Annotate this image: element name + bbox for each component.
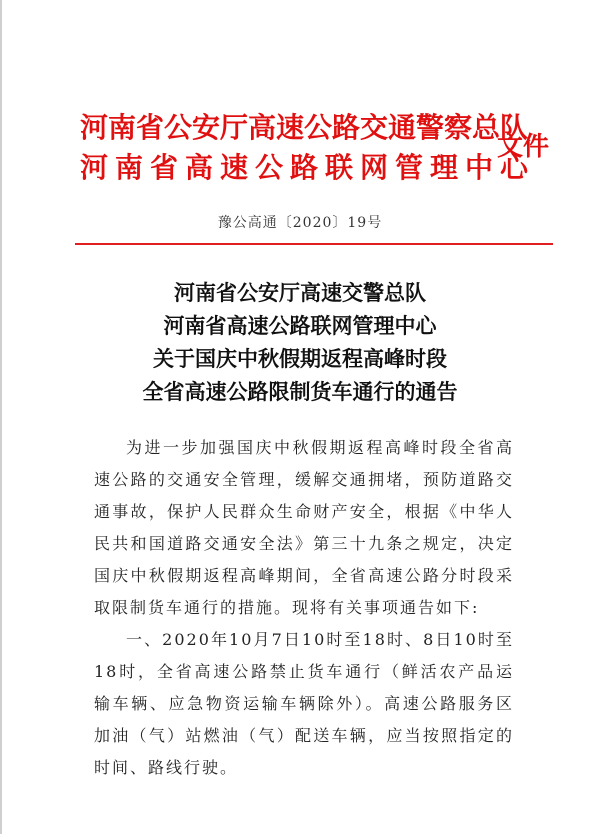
title-line: 全省高速公路限制货车通行的通告	[142, 379, 458, 404]
letterhead-suffix: 文件	[497, 132, 550, 162]
notice-body	[94, 432, 514, 784]
letterhead-org-1: 河南省公安厅高速公路交通警察总队	[80, 111, 529, 144]
title-line: 关于国庆中秋假期返程高峰时段	[153, 346, 447, 371]
red-divider	[75, 243, 553, 245]
page-edge	[0, 0, 2, 834]
notice-title	[0, 276, 600, 408]
body-paragraph: 一、2020年10月7日10时至18时、8日10时至18时，全省高速公路禁止货车通行（鲜活农产品运输车辆、应急物资运输车辆除外）。高速公路服务区加油（气）站燃油（气）配送车辆，应当按照指定的时间、路线行驶。	[94, 630, 514, 777]
body-paragraph: 为进一步加强国庆中秋假期返程高峰时段全省高速公路的交通安全管理，缓解交通拥堵，预防道路交通事故，保护人民群众生命财产安全，根据《中华人民共和国道路交通安全法》第三十九条之规定，决定国庆中秋假期返程高峰期间，全省高速公路分时段采取限制货车通行的措施。现将有关事项通告如下:	[94, 438, 514, 617]
document-number: 豫公高通〔2020〕19号	[217, 215, 383, 231]
letterhead-org-2: 河南省高速公路联网管理中心	[80, 151, 536, 184]
title-line: 河南省公安厅高速交警总队	[174, 280, 426, 305]
title-line: 河南省高速公路联网管理中心	[163, 313, 437, 338]
